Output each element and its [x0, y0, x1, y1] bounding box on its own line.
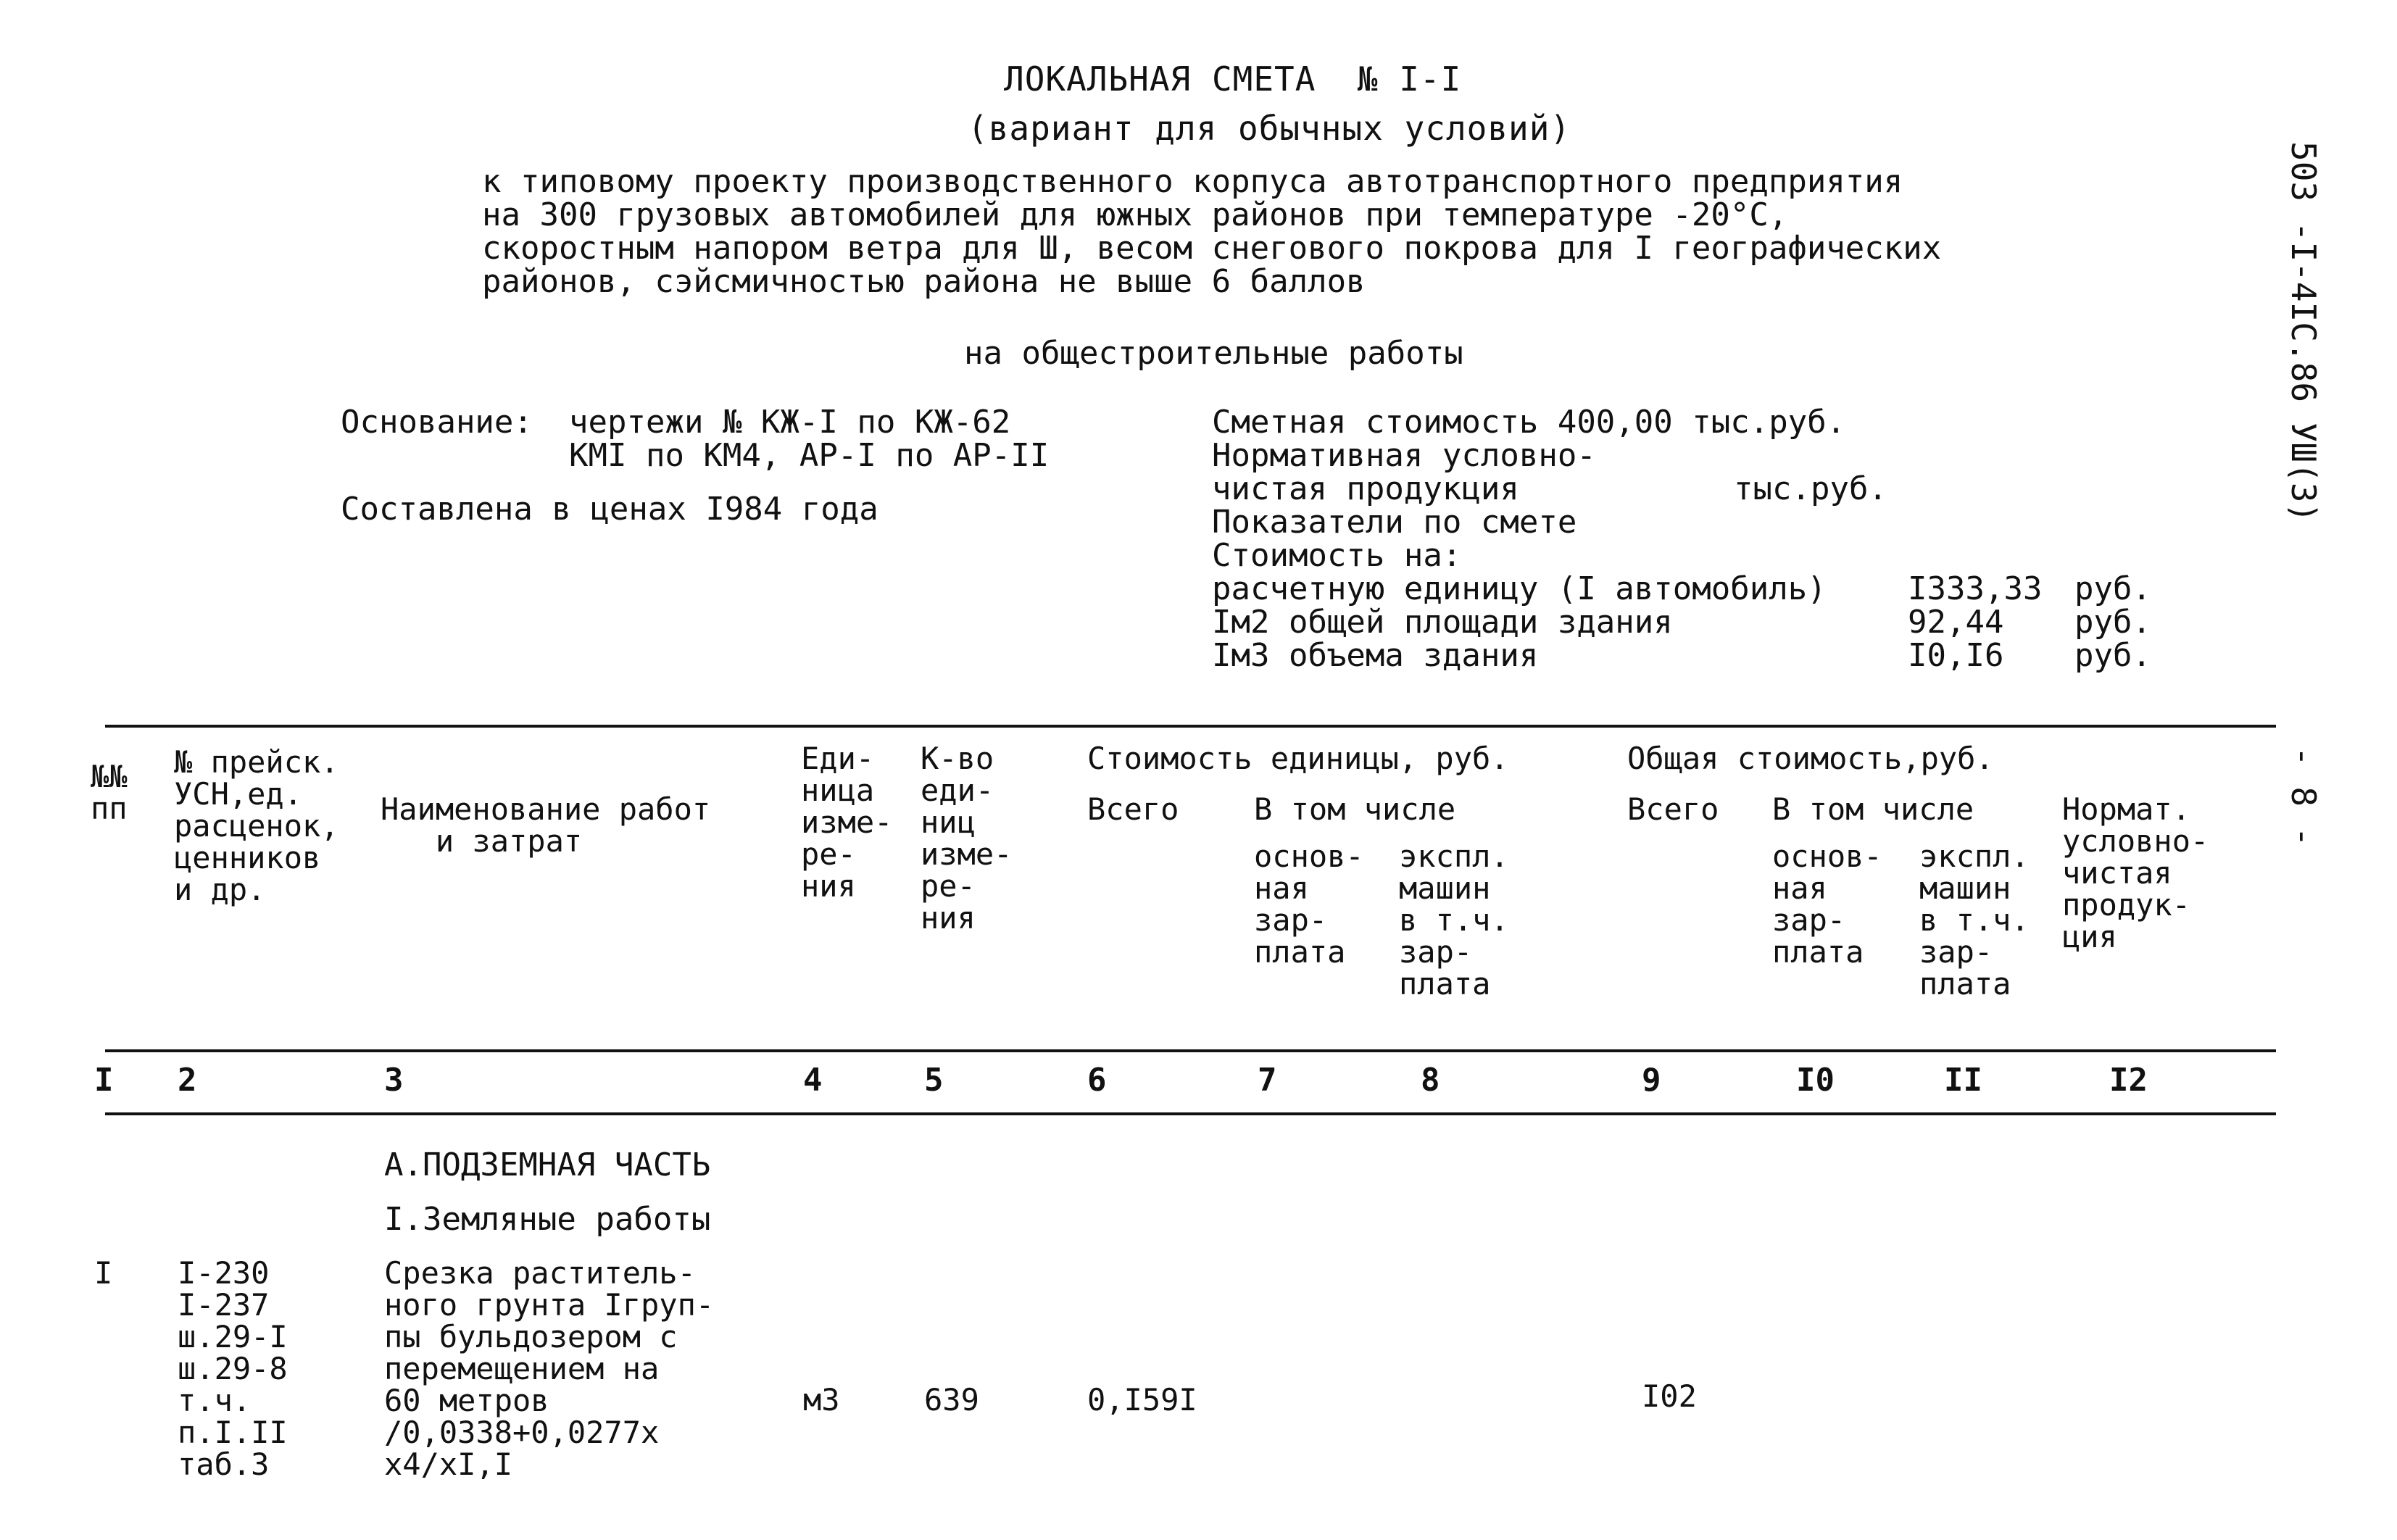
- header-total-base-wage: основ- ная зар- плата: [1772, 838, 1882, 970]
- row-unit-total: 0,I59I: [1087, 1382, 1197, 1418]
- header-unit-total: Всего: [1087, 791, 1179, 827]
- indicator-row: [1212, 606, 2151, 639]
- column-number: 6: [1087, 1062, 1107, 1099]
- normative-product-unit: тыс.руб.: [1734, 470, 1887, 507]
- page-number: - 8 -: [2284, 746, 2323, 847]
- basis-drawings-line2: КМI по КМ4, АР-I по АР-II: [569, 437, 1050, 474]
- column-number: 2: [178, 1062, 197, 1099]
- header-total-including: В том числе: [1772, 791, 1974, 827]
- indicator-label: Iм3 объема здания: [1212, 637, 1539, 674]
- header-row-number: №№ пп: [91, 759, 128, 826]
- column-number: I: [94, 1062, 114, 1099]
- row-work-name: Срезка раститель- ного грунта Iгруп- пы бульдозером с перемещением на 60 метров /0,0338+0,0277x x4/xI,I: [384, 1255, 715, 1482]
- header-unit: Еди- ница изме- ре- ния: [801, 741, 893, 904]
- indicator-unit: руб.: [2074, 637, 2151, 674]
- indicator-value: I0,I6: [1908, 637, 2004, 674]
- row-grand-total: I02: [1642, 1378, 1697, 1414]
- description-line: на 300 грузовых автомобилей для южных районов при температуре -20°С,: [482, 196, 1788, 233]
- description-line: районов, сэйсмичностью района не выше 6 баллов: [482, 263, 1366, 300]
- normative-product-label-2: чистая продукция: [1212, 470, 1519, 507]
- header-grand-total: Всего: [1627, 791, 1719, 827]
- basis-label: Основание:: [341, 404, 533, 441]
- indicator-row: [1212, 570, 2151, 607]
- indicator-value: 92,44: [1908, 604, 2004, 641]
- indicator-unit: руб.: [2074, 604, 2151, 641]
- indicators-heading: Показатели по смете: [1212, 504, 1577, 541]
- header-total-machines: экспл. машин в т.ч. зар- плата: [1919, 838, 2030, 1002]
- column-number: I2: [2109, 1062, 2148, 1099]
- indicator-label: расчетную единицу (I автомобиль): [1212, 570, 1827, 607]
- prices-year: Составлена в ценах I984 года: [341, 491, 878, 528]
- column-number: 8: [1421, 1062, 1440, 1099]
- column-number: 4: [803, 1062, 823, 1099]
- header-work-name: Наименование работ и затрат: [381, 791, 711, 859]
- header-unit-base-wage: основ- ная зар- плата: [1254, 838, 1364, 970]
- document-variant: (вариант для обычных условий): [968, 109, 1571, 148]
- row-number: I: [94, 1255, 113, 1291]
- section-heading: А.ПОДЗЕМНАЯ ЧАСТЬ: [384, 1146, 711, 1183]
- description-line: к типовому проекту производственного корпуса автотранспортного предприятия: [482, 163, 1903, 200]
- table-header-rule: [105, 1049, 2276, 1052]
- side-document-code: 503 -I-4IС.86 УШ(3): [2284, 141, 2323, 523]
- column-number: 9: [1642, 1062, 1661, 1099]
- cost-on-heading: Стоимость на:: [1212, 537, 1462, 574]
- column-number: 5: [924, 1062, 944, 1099]
- header-unit-including: В том числе: [1254, 791, 1456, 827]
- subsection-heading: I.Земляные работы: [384, 1201, 711, 1238]
- table-top-rule: [105, 725, 2276, 728]
- column-number: 3: [384, 1062, 404, 1099]
- column-number: 7: [1258, 1062, 1277, 1099]
- header-normative: Нормат. условно- чистая продук- ция: [2062, 791, 2209, 954]
- indicator-value: I333,33: [1908, 570, 2043, 607]
- document-title: ЛОКАЛЬНАЯ СМЕТА № I-I: [1004, 59, 1462, 99]
- header-unit-machines: экспл. машин в т.ч. зар- плата: [1399, 838, 1509, 1002]
- basis-drawings-line1: чертежи № КЖ-I по КЖ-62: [569, 404, 1011, 441]
- column-number: II: [1944, 1062, 1982, 1099]
- table-numbers-rule: [105, 1112, 2276, 1115]
- header-unit-cost: Стоимость единицы, руб.: [1087, 741, 1509, 776]
- indicator-label: Iм2 общей площади здания: [1212, 604, 1673, 641]
- estimated-cost: Сметная стоимость 400,00 тыс.руб.: [1212, 404, 1846, 441]
- row-price-codes: I-230 I-237 ш.29-I ш.29-8 т.ч. п.I.II таб.3: [178, 1255, 288, 1482]
- works-type: на общестроительные работы: [964, 335, 1463, 372]
- normative-product-label: Нормативная условно-: [1212, 437, 1596, 474]
- column-number: I0: [1796, 1062, 1835, 1099]
- estimate-summary: [1212, 406, 2151, 673]
- header-total-cost: Общая стоимость,руб.: [1627, 741, 1994, 776]
- header-quantity: К-во еди- ниц изме- ре- ния: [921, 741, 1013, 936]
- document-description: [482, 165, 1941, 299]
- row-unit: м3: [803, 1382, 840, 1418]
- description-line: скоростным напором ветра для Ш, весом снегового покрова для I географических: [482, 230, 1942, 267]
- row-quantity: 639: [924, 1382, 979, 1418]
- header-price-code: № прейск. УСН,ед. расценок, ценников и др.: [174, 744, 339, 907]
- indicator-unit: руб.: [2074, 570, 2151, 607]
- indicator-row: [1212, 639, 2151, 673]
